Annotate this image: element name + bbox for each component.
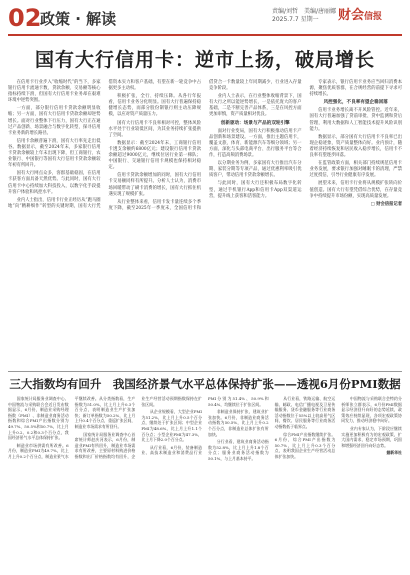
article-paragraph: 制造业市场供需有所改善。6月份，制造业PMI为49.7%，比上月上升0.2个百分点，制造业景气水平继续改善。从分类指数看，生产指数为51.0%，比上月上升0.3个百分点，表明制造业生产扩张加快；新订单指数为50.2%，比上月上升0.4个百分点，重返扩张区间，制造业市场需求有所回升。 — [8, 396, 136, 459]
article-paragraph: 非制造业保持扩张，建筑业扩张加快。6月份，非制造业商务活动指数为50.5%，比上月上升0.2个百分点，非制造业总体扩张有所加快。 — [207, 409, 269, 437]
article-paragraph: 业内人士表示，在行业整体收缩背景下，国有大行之所以能逆势增长，一是依托庞大的客户基础，二是不断完善产品体系，三是在风控方面更加审慎，资产质量相对优良。 — [209, 94, 302, 118]
meta-date: 2025.7.7 星期一 — [272, 16, 319, 23]
article-paragraph: 业内人士指出，信用卡行业正经历从“跑马圈地”向“精耕细作”转型的关键时期，国有大行凭借资本实力和客户基础，有望在新一轮竞争中占据更多主动权。 — [8, 80, 201, 209]
article2-headline: 三大指数均有回升 我国经济景气水平总体保持扩张——透视6月份PMI数据 — [9, 377, 401, 391]
article-paragraph: 与此同时，国有大行还积极布局数字化转型，通过手机银行App和信用卡App双渠道运营，提升线上获客和活客能力。 — [209, 181, 302, 199]
article-paragraph: 国有大行信用卡不良率相对可控，整体风险水平处于行业较低区间，为其业务持续扩张提供了空间。 — [108, 120, 201, 138]
article-paragraph: 面对行业变局，国有大行积极推动信用卡产品创新和场景建设。一方面，推出主题信用卡，覆盖文旅、体育、新能源汽车等细分领域；另一方面，深化与头部电商平台、出行服务平台等合作，打造高频消费场景。 — [209, 128, 302, 159]
article-paragraph: 国有大行网点众多，客群基础稳固，在信用卡获客方面具备天然优势。与此同时，国有大行信用卡中心持续加大科技投入，以数字化手段提升客户体验和风控水平。 — [8, 171, 101, 195]
article-paragraph: 积极扩张，全行、持续压降。从各行年报看，信用卡业务分化明显。国有大行普遍保持稳健增长态势，而部分股份制银行则主动压降规模，以应对资产质量压力。 — [108, 94, 201, 118]
page-number: 02 — [8, 4, 42, 32]
article-divider — [8, 371, 402, 372]
article-subheading: 创新驱动：场景与产品的双轮引擎 — [220, 120, 290, 126]
article-paragraph: 国家统计局服务业调查中心首席统计师赵庆河表示，6月份，制造业PMI有所回升，制造业市场需求有所改善，主要原材料购进价格指数和出厂价格指数均有回升，企业生产经营活动预期指数保持在扩张区间。 — [74, 396, 202, 459]
article-paragraph: 从行业看，铁路运输、航空运输、邮政、电信广播电视及卫星传输服务、货币金融服务等行业商务活动指数位于55%以上较高景气区间，餐饮、居民服务等行业商务活动指数低于临界点。 — [274, 396, 336, 429]
article-paragraph: 从行业看，6月份，装备制造业、高技术制造业和消费品行业PMI分别为51.4%、50.9%和50.4%，均继续位于扩张区间。 — [141, 396, 269, 456]
article-paragraph: 以分期业务为例，多家国有大行推出汽车分期、家装分期等专项产品，通过优惠利率吸引优质客户，带动信用卡贷款余额增长。 — [209, 161, 302, 179]
article-paragraph: 信用卡业务增长离不开风险管控。近年来，国有大行普遍加强了贷前审批、贷中监测和贷后管理，利用大数据和人工智能技术提升风险识别能力。 — [309, 108, 402, 132]
article-byline: 据新华社 — [386, 450, 402, 456]
article-paragraph: 数据显示：截至2024年末，工商银行信用卡透支余额约6800亿元；建设银行信用卡贷款余额超过9000亿元，继续位居行业第一梯队；中国银行、交通银行信用卡规模也保持相对稳定。 — [108, 140, 201, 171]
article1-headline: 国有大行信用卡：逆市上扬，破局增长 — [34, 49, 375, 71]
article-paragraph: 业内专家认为，下阶段应继续实施更加积极有为的宏观政策，扩大国内需求，稳定市场预期，巩固和增强经济回升向好态势。 — [341, 425, 402, 448]
header-rule — [8, 34, 402, 36]
article-paragraph: 综合PMI产出指数继续扩张。6月份，综合PMI产出指数为50.7%，比上月上升0.3个百分点，表明我国企业生产经营活动总体扩张加快。 — [274, 431, 336, 459]
newspaper-logo: 财会信报 — [338, 8, 383, 23]
article-paragraph: 中国物流与采购联合会特约分析师张立群表示，6月份PMI数据显示经济回升向好的态势延续，政策效应持续显现，各项宏观政策协同发力，推动经济稳中向好。 — [341, 396, 402, 424]
meta-editors: 责编/刘哲 美编/唐丽娜 — [272, 8, 337, 15]
article-paragraph: 在信用卡行业步入“收缩时代”的当下，多家银行信用卡流通卡数、贷款余额、交易额等核心指标持续下滑，但国有大行信用卡业务却在艰难环境中逆势突围。 — [8, 80, 101, 104]
article2-body — [8, 396, 402, 568]
article-subheading: 风控强化，不良率有望企稳回落 — [323, 100, 388, 106]
article-paragraph: 从行业整体来看，信用卡发卡量连续多个季度下降，截至2025年一季度末，全国信用卡和借贷合一卡数量较上年同期减少，行业进入存量竞争阶段。 — [108, 80, 302, 211]
article-paragraph: 在监管政策方面，相关部门持续规范信用卡业务发展，要求银行加强对睡眠卡的清理，严禁过度授信，引导行业健康有序发展。 — [309, 161, 402, 179]
section-title: 政策 · 解读 — [40, 10, 117, 28]
article-paragraph: 信用卡贷款余额增加的同时，国有大行信用卡交易额同样有所提升。分析人士认为，消费市场回暖带动了刷卡消费的增长，国有大行抓住机遇实现了规模扩张。 — [108, 173, 201, 197]
article-paragraph: 信用卡余额普遍下滑，国有大行率先走出低谷。数据显示，截至2024年末，多家银行信用卡贷款余额较上年末出现下降，但工商银行、农业银行、中国银行等国有大行信用卡贷款余额较年初有所回升。 — [8, 138, 101, 169]
article-paragraph: 展望未来，信用卡行业将从规模扩张转向价值创造。国有大行有望凭借综合优势，在存量竞争中持续提升市场份额，实现高质量发展。 — [309, 181, 402, 199]
article1-body — [8, 80, 402, 368]
header-meta — [272, 8, 338, 24]
article-paragraph: 专家表示，银行信用卡业务应当回归消费本源，聚焦优质客群，在合规经营的前提下寻求可持续增长。 — [309, 80, 402, 98]
article-paragraph: 一方面，部分银行信用卡贷款余额明显收缩；另一方面，国有大行信用卡贷款余额却逆势增长。面对行业整体下行压力，国有大行正在通过产品创新、场景融合与数字化转型，探寻信用卡业务新的增长路径。 — [8, 106, 101, 136]
article-byline: □ 财会信报记者 — [370, 201, 402, 207]
article-paragraph: 分行业看，建筑业商务活动指数为52.8%，比上月上升1.8个百分点；服务业商务活动指数为50.1%，与上月基本持平。 — [207, 439, 269, 461]
article-paragraph: 从企业规模看，大型企业PMI为51.2%，比上月上升0.5个百分点，继续处于扩张区间；中型企业PMI为48.6%，比上月上升1.1个百分点；小型企业PMI为47.3%，比上月下降2.0个百分点。 — [141, 409, 202, 443]
article-paragraph: 国家统计局服务业调查中心、中国物流与采购联合会近日发布数据显示，6月份，制造业采购经理指数（PMI）、非制造业商务活动指数和综合PMI产出指数分别为49.7%、50.5%和50.7%，比上月上升0.2、0.2和0.3个百分点，我国经济景气水平总体保持扩张。 — [8, 396, 69, 441]
page-header — [0, 0, 410, 36]
article-paragraph: 数据显示，部分国有大行信用卡不良率已出现企稳迹象，资产质量整体向好。业内预计，随着经济持续恢复和居民收入稳步增长，信用卡不良率有望逐步回落。 — [309, 134, 402, 159]
